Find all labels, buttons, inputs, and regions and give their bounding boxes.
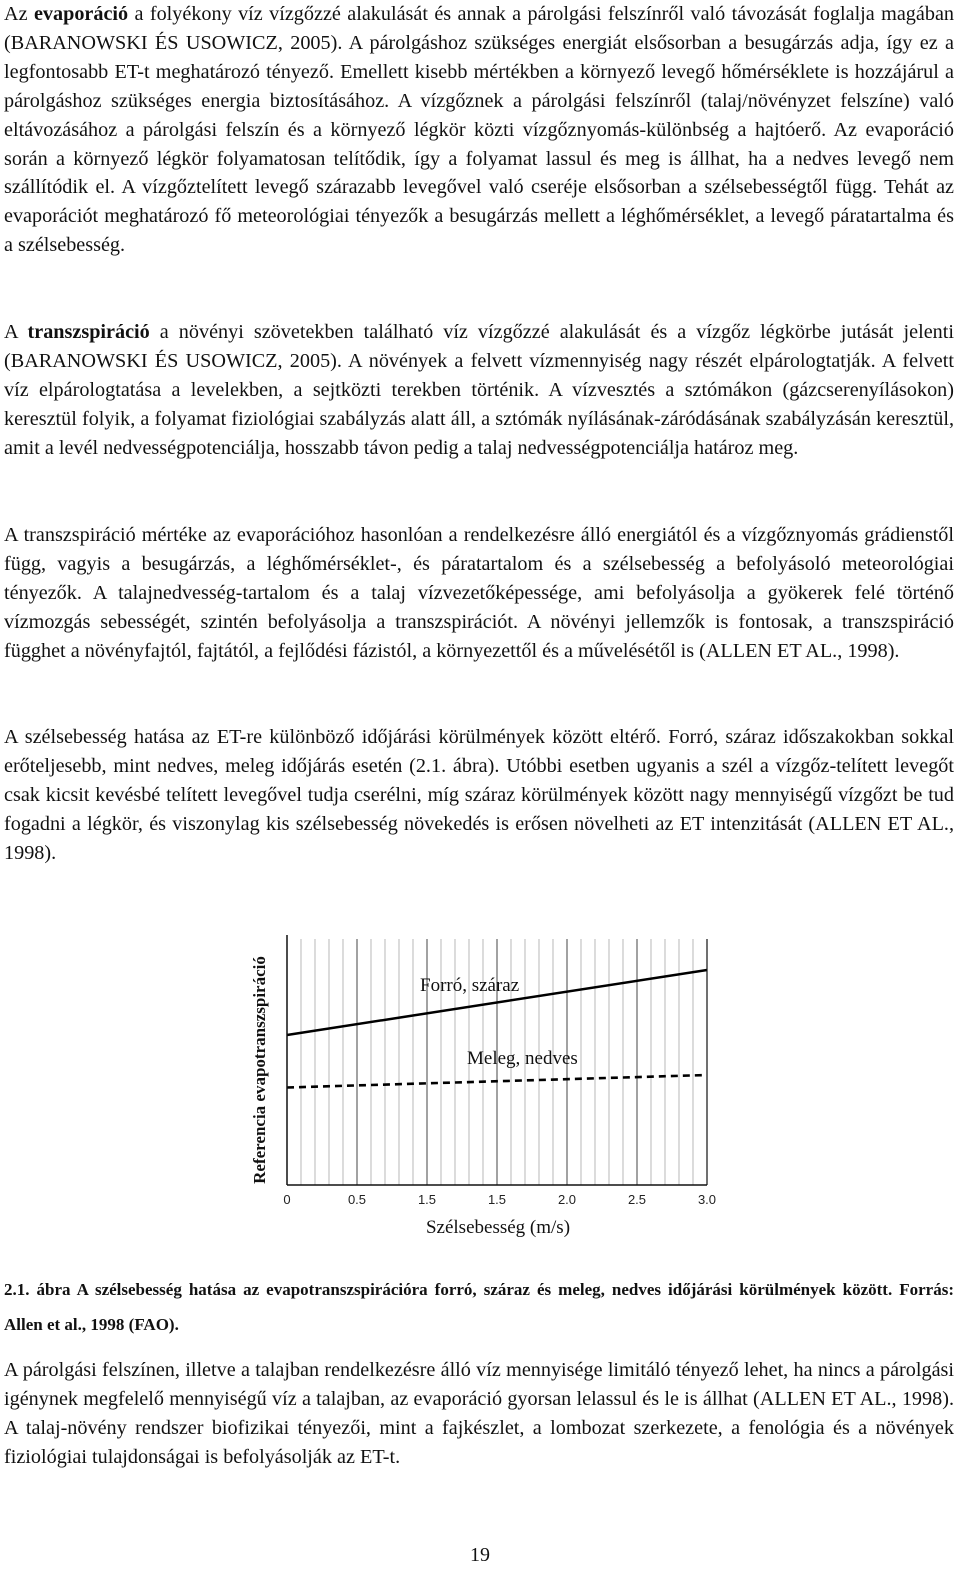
paragraph-water-limit: A párolgási felszínen, illetve a talajban rendelkezésre álló víz mennyisége limitáló tényező lehet, ha nincs a párolgási igénynek megfelelő mennyiségű víz a talajban, az evaporáció gyorsan lelassul és le is állhat (ALLEN ET AL., 1998). A talaj-növény rendszer biofizikai tényezői, mint a fajkészlet, a lombozat szerkezete, a fenológia és a növények fiziológiai tulajdonságai is befolyásolják az ET-t.: [4, 1359, 954, 1468]
x-tick-label: 2.0: [557, 1192, 577, 1207]
figure-chart: [240, 915, 740, 1245]
paragraph-transpiration: [4, 318, 954, 463]
paragraph-text: Az: [4, 3, 34, 25]
x-axis-title: Szélsebesség (m/s): [425, 1217, 571, 1238]
x-tick-label: 0: [283, 1192, 291, 1207]
figure-caption: 2.1. ábra A szélsebesség hatása az evapotranszspirációra forró, száraz és meleg, nedves időjárási körülmények között. Forrás: Allen et al., 1998 (FAO).: [4, 1280, 954, 1334]
term-transpiration: transzspiráció: [27, 321, 150, 343]
x-tick-label: 1.5: [417, 1192, 437, 1207]
x-tick-label: 3.0: [697, 1192, 717, 1207]
chart-svg: [240, 915, 740, 1245]
paragraph-transpiration-rate: A transzspiráció mértéke az evaporációhoz hasonlóan a rendelkezésre álló energiától és a vízgőznyomás grádienstől függ, vagyis a besugárzás, a léghőmérséklet-, és páratartalom és a szélsebesség a befolyásoló meteorológiai tényezők. A talajnedvesség-tartalom és a talaj vízvezetőképessége, ami befolyásolja a gyökerek felé történő vízmozgás sebességét, szintén befolyásolja a transzspirációt. A növényi jellemzők is fontosak, a transzspiráció függhet a növényfajtól, fajtától, a fejlődési fázistól, a környezettől és a művelésétől is (ALLEN ET AL., 1998).: [4, 524, 954, 662]
term-evaporation: evaporáció: [33, 3, 129, 25]
paragraph-evaporation: [4, 0, 954, 260]
x-tick-label: 0.5: [347, 1192, 367, 1207]
series-label-meleg-nedves: Meleg, nedves: [467, 1048, 578, 1069]
x-tick-label: 2.5: [627, 1192, 647, 1207]
x-tick-label: 1.5: [487, 1192, 507, 1207]
paragraph-text: a folyékony víz vízgőzzé alakulását és annak a párolgási felszínről való távozását foglalja magában (BARANOWSKI ÉS USOWICZ, 2005). A párolgáshoz szükséges energiát elsősorban a besugárzás adja, így ez a legfontosabb ET-t meghatározó tényező. Emellett kisebb mértékben a környező levegő hőmérséklete is hozzájárul a párolgáshoz szükséges energia biztosításához. A vízgőznek a párolgási felszínről (talaj/növényzet felszíne) való eltávozásához a párolgási felszín és a környező légkör közti vízgőznyomás-különbség a hajtóerő. Az evaporáció során a környező légkör folyamatosan telítődik, így a folyamat lassul és meg is állhat, ha a nedves levegő nem szállítódik el. A vízgőztelített levegő szárazabb levegővel való cseréje elsősorban a szélsebességtől függ. Tehát az evaporációt meghatározó fő meteorológiai tényezők a besugárzás mellett a léghőmérséklet, a levegő páratartalma és a szélsebesség.: [4, 3, 955, 257]
x-tick-labels: [283, 1192, 716, 1207]
y-axis-title: Referencia evapotranszspiráció: [250, 956, 269, 1184]
series-label-forro-szaraz: Forró, száraz: [420, 975, 520, 996]
paragraph-text: a növényi szövetekben található víz vízgőzzé alakulását és a vízgőz légkörbe jutását jelenti (BARANOWSKI ÉS USOWICZ, 2005). A növények a felvett vízmennyiség nagy részét elpárologtatják. A felvett víz elpárologtatása a levelekben, a sejtközti terekben történik. A vízvesztés a sztómákon (gázcserenyílásokon) keresztül folyik, a folyamat fiziológiai szabályzás alatt áll, a sztómák nyílásának-záródásának szabályzásán keresztül, amit a levél nedvességpotenciálja, hosszabb távon pedig a talaj nedvességpotenciálja határoz meg.: [4, 321, 954, 459]
paragraph-text: A: [4, 321, 28, 343]
page-number: 19: [470, 1544, 490, 1566]
paragraph-wind-effect: A szélsebesség hatása az ET-re különböző időjárási körülmények között eltérő. Forró, száraz időszakokban sokkal erőteljesebb, mint nedves, meleg időjárás esetén (2.1. ábra). Utóbbi esetben ugyanis a szél a vízgőz-telített levegőt csak kicsit kevésbé telített levegővel tudja cserélni, míg száraz körülmények között nagy mennyiségű vízgőzt be tud fogadni a légkör, és viszonylag kis szélsebesség növekedés is erősen növelheti az ET intenzitását (ALLEN ET AL., 1998).: [4, 726, 954, 864]
